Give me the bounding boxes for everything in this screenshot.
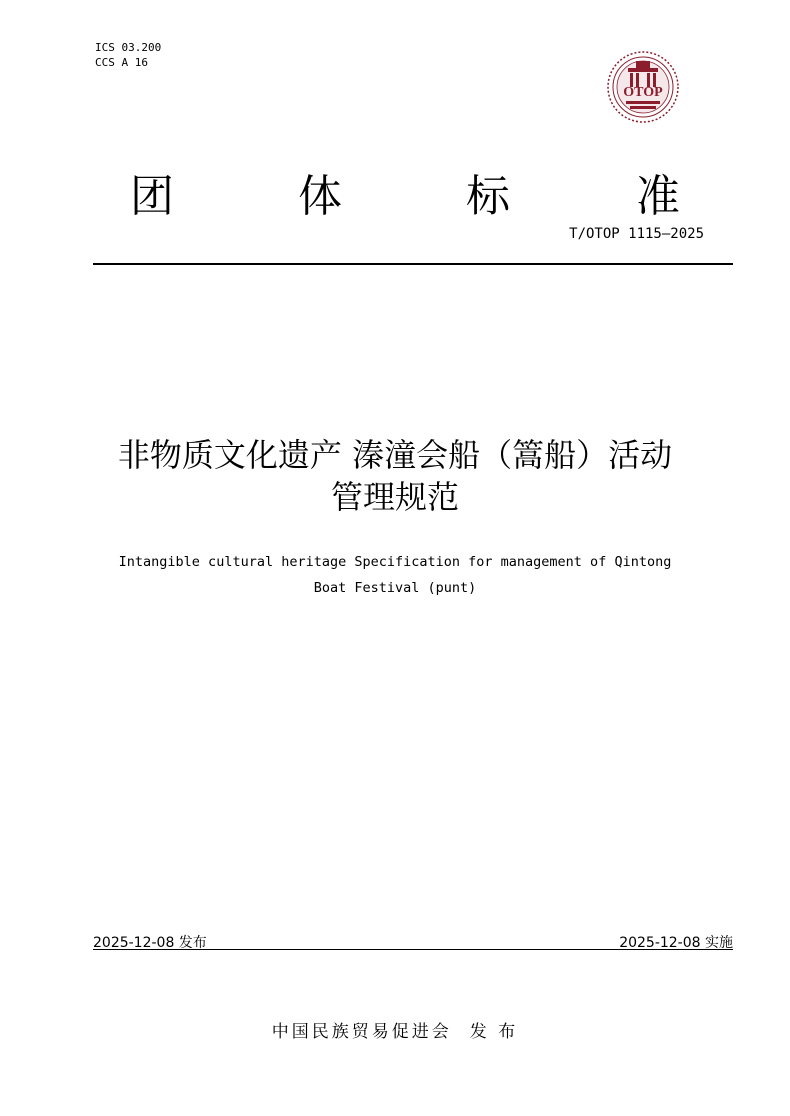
title-en-line-1: Intangible cultural heritage Specification for management of Qintong (118, 554, 672, 570)
publisher-line (0, 1017, 790, 1042)
heading-char-4: 准 (636, 171, 680, 222)
group-standard-heading (0, 160, 790, 220)
heading-char-1: 团 (130, 171, 174, 222)
otop-emblem-icon (606, 49, 680, 129)
top-divider (93, 263, 733, 265)
ics-code: ICS 03.200 (95, 41, 162, 54)
heading-char-2: 体 (298, 171, 342, 222)
title-cn-line-1: 非物质文化遗产 溱潼会船（篙船）活动 (117, 436, 673, 474)
heading-char-3: 标 (466, 171, 510, 222)
document-title-cn (0, 434, 790, 518)
publisher-action: 发 布 (469, 1022, 519, 1042)
logo-text: OTOP (623, 85, 663, 100)
publisher-name: 中国民族贸易促进会 (271, 1022, 452, 1042)
otop-logo (606, 49, 680, 129)
document-title-en (40, 549, 750, 601)
implementation-date: 2025-12-08 实施 (619, 935, 733, 951)
classification-codes (95, 40, 161, 70)
standard-number: T/OTOP 1115—2025 (569, 226, 704, 242)
title-cn-line-2: 管理规范 (330, 478, 459, 516)
issue-date: 2025-12-08 发布 (93, 935, 207, 951)
ccs-code: CCS A 16 (95, 56, 148, 69)
title-en-line-2: Boat Festival (punt) (313, 580, 477, 596)
bottom-divider (93, 949, 733, 950)
